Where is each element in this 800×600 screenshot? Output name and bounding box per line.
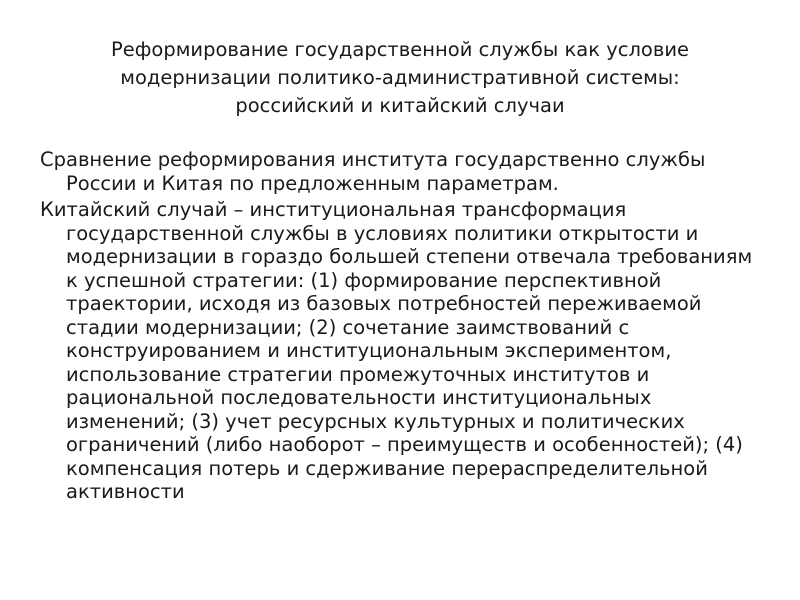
- paragraph-comparison: Сравнение реформирования института государственно службы России и Китая по предложенным параметрам.: [40, 148, 706, 195]
- slide-title: Реформирование государственной службы как условие модернизации политико-административной системы: российский и китайский случаи: [110, 38, 690, 117]
- paragraph-chinese-case: Китайский случай – институциональная трансформация государственной службы в условиях политики открытости и модернизации в гораздо большей степени отвечала требованиям к успешной стратегии: (1) формирование перспективной траектории, исходя из базовых потребностей переживаемой стадии модернизации; (2) сочетание заимствований с конструированием и институциональным экспериментом, использование стратегии промежуточных институтов и рациональной последовательности институциональных изменений; (3) учет ресурсных культурных и политических ограничений (либо наоборот – преимуществ и особенностей); (4) компенсация потерь и сдерживание перераспределительной активности: [40, 198, 753, 503]
- slide-body: [40, 148, 760, 507]
